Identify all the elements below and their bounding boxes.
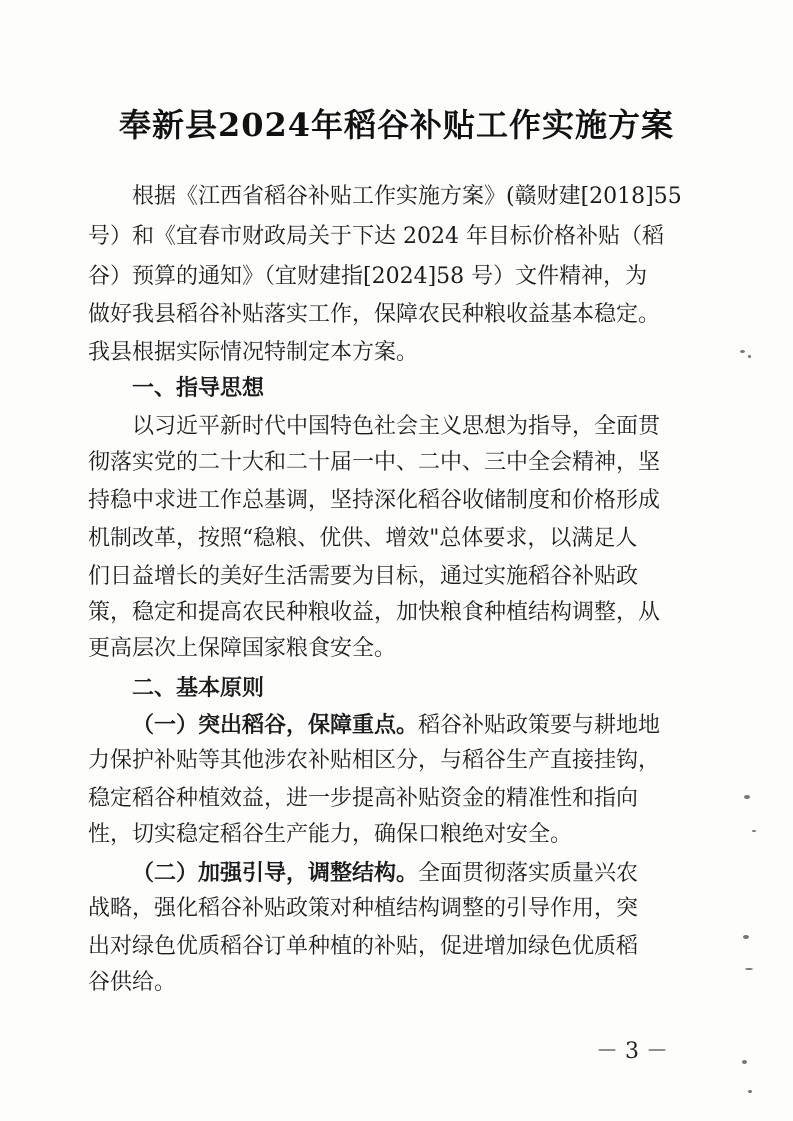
section2-heading: 二、基本原则 bbox=[132, 676, 265, 701]
scan-speck bbox=[745, 968, 753, 970]
principle1-line-4: 性，切实稳定稻谷生产能力，确保口粮绝对安全。 bbox=[88, 822, 573, 847]
principle2-line-3: 出对绿色优质稻谷订单种植的补贴，促进增加绿色优质稻 bbox=[88, 934, 639, 959]
scan-speck bbox=[740, 350, 745, 353]
section1-line-5: 们日益增长的美好生活需要为目标，通过实施稻谷补贴政 bbox=[88, 564, 639, 589]
page-number: － 3 － bbox=[596, 1039, 668, 1064]
principle1-line-3: 稳定稻谷种植效益，进一步提高补贴资金的精准性和指向 bbox=[88, 786, 639, 811]
section1-line-4: 机制改革，按照“稳粮、优供、增效"总体要求，以满足人 bbox=[88, 526, 638, 551]
intro-line-2: 号）和《宜春市财政局关于下达 2024 年目标价格补贴（稻 bbox=[88, 224, 664, 249]
principle2-line-2: 战略，强化稻谷补贴政策对种植结构调整的引导作用，突 bbox=[88, 896, 639, 921]
scan-speck bbox=[743, 935, 749, 939]
principle1-line-2: 力保护补贴等其他涉农补贴相区分，与稻谷生产直接挂钩， bbox=[88, 748, 661, 773]
section2-paragraph2-first-line bbox=[132, 858, 638, 889]
section1-line-6: 策，稳定和提高农民种粮收益，加快粮食种植结构调整，从 bbox=[88, 600, 661, 625]
principle1-rest: 稻谷补贴政策要与耕地地 bbox=[418, 713, 661, 738]
intro-line-1: 根据《江西省稻谷补贴工作实施方案》(赣财建[2018]55 bbox=[132, 184, 682, 209]
document-title: 奉新县2024年稻谷补贴工作实施方案 bbox=[118, 106, 675, 144]
intro-line-4: 做好我县稻谷补贴落实工作，保障农民种粮收益基本稳定。 bbox=[88, 302, 661, 327]
scan-speck bbox=[748, 355, 751, 358]
scan-speck bbox=[752, 830, 756, 832]
section1-line-1: 以习近平新时代中国特色社会主义思想为指导，全面贯 bbox=[132, 414, 661, 439]
section1-line-2: 彻落实党的二十大和二十届一中、二中、三中全会精神，坚 bbox=[88, 450, 661, 475]
intro-line-3: 谷）预算的通知》（宜财建指[2024]58 号）文件精神，为 bbox=[88, 264, 648, 289]
scan-speck bbox=[748, 1090, 752, 1093]
principle2-line-4: 谷供给。 bbox=[88, 970, 177, 995]
intro-line-5: 我县根据实际情况特制定本方案。 bbox=[88, 340, 419, 365]
principle2-lead: （二）加强引导，调整结构。 bbox=[132, 860, 419, 886]
section1-line-7: 更高层次上保障国家粮食安全。 bbox=[88, 636, 397, 661]
scan-speck bbox=[742, 1060, 747, 1064]
section1-line-3: 持稳中求进工作总基调，坚持深化稻谷收储制度和价格形成 bbox=[88, 488, 661, 513]
principle1-lead: （一）突出稻谷，保障重点。 bbox=[132, 712, 419, 738]
scan-speck bbox=[744, 795, 750, 799]
section2-paragraph1-first-line bbox=[132, 710, 660, 741]
principle2-rest: 全面贯彻落实质量兴农 bbox=[418, 861, 639, 886]
section1-heading: 一、指导思想 bbox=[132, 376, 265, 401]
